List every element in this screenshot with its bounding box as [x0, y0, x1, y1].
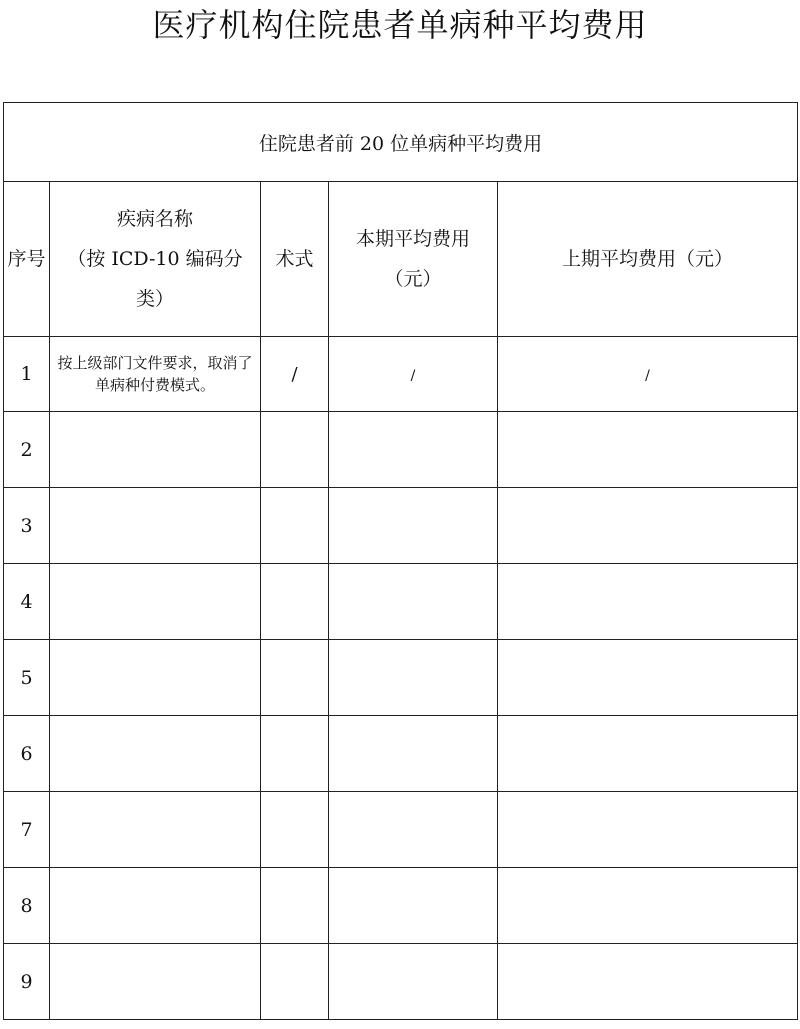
row-index: 5: [4, 640, 50, 716]
row-index: 2: [4, 412, 50, 488]
row-disease: [50, 792, 261, 868]
header-row: [4, 182, 798, 337]
row-procedure: [261, 564, 329, 640]
row-current-fee: [329, 944, 498, 1020]
row-current-fee: [329, 716, 498, 792]
table-row: [4, 412, 798, 488]
row-current-value: /: [410, 368, 416, 384]
row-disease: [50, 412, 261, 488]
row-index: 9: [4, 944, 50, 1020]
table-row: [4, 944, 798, 1020]
row-disease: [50, 488, 261, 564]
row-index: 3: [4, 488, 50, 564]
row-previous-fee: [498, 337, 798, 412]
table-row: [4, 792, 798, 868]
header-index: 序号: [4, 182, 50, 337]
row-disease: [50, 944, 261, 1020]
row-current-fee: [329, 868, 498, 944]
fee-table: [3, 102, 798, 1020]
row-current-fee: [329, 564, 498, 640]
table-row: [4, 640, 798, 716]
row-current-fee: [329, 792, 498, 868]
table-row: [4, 488, 798, 564]
row-index: 7: [4, 792, 50, 868]
row-previous-fee: [498, 716, 798, 792]
row-current-fee: [329, 412, 498, 488]
row-disease: [50, 564, 261, 640]
table-row: [4, 337, 798, 412]
header-previous-fee: 上期平均费用（元）: [498, 182, 798, 337]
row-disease: [50, 868, 261, 944]
header-current-line1: 本期平均费用: [355, 228, 470, 250]
row-disease: [50, 716, 261, 792]
row-disease-note: 按上级部门文件要求，取消了单病种付费模式。: [57, 354, 253, 394]
table-caption: 住院患者前 20 位单病种平均费用: [4, 103, 798, 182]
row-procedure: [261, 488, 329, 564]
row-procedure: [261, 412, 329, 488]
row-disease: [50, 640, 261, 716]
header-disease-line2: （按 ICD-10 编码分: [67, 248, 243, 270]
row-current-fee: [329, 337, 498, 412]
table-row: [4, 716, 798, 792]
row-procedure: [261, 337, 329, 412]
row-procedure: [261, 640, 329, 716]
header-procedure: 术式: [261, 182, 329, 337]
row-previous-fee: [498, 640, 798, 716]
row-previous-fee: [498, 564, 798, 640]
row-previous-fee: [498, 488, 798, 564]
header-disease-line3: 类）: [135, 288, 174, 310]
row-previous-value: /: [645, 368, 650, 384]
header-current-line2: （元）: [384, 268, 442, 290]
header-disease: [50, 182, 261, 337]
row-procedure: [261, 868, 329, 944]
header-current-fee: [329, 182, 498, 337]
row-procedure: [261, 944, 329, 1020]
document-title: 医疗机构住院患者单病种平均费用: [152, 6, 648, 44]
header-disease-line1: 疾病名称: [116, 208, 193, 230]
row-index: 1: [4, 337, 50, 412]
row-index: 6: [4, 716, 50, 792]
row-procedure: [261, 716, 329, 792]
row-previous-fee: [498, 792, 798, 868]
row-current-fee: [329, 488, 498, 564]
row-previous-fee: [498, 868, 798, 944]
row-disease: [50, 337, 261, 412]
table-row: [4, 564, 798, 640]
row-procedure: [261, 792, 329, 868]
row-procedure-value: /: [291, 364, 298, 385]
table-row: [4, 868, 798, 944]
row-index: 8: [4, 868, 50, 944]
row-index: 4: [4, 564, 50, 640]
row-previous-fee: [498, 944, 798, 1020]
row-previous-fee: [498, 412, 798, 488]
row-current-fee: [329, 640, 498, 716]
